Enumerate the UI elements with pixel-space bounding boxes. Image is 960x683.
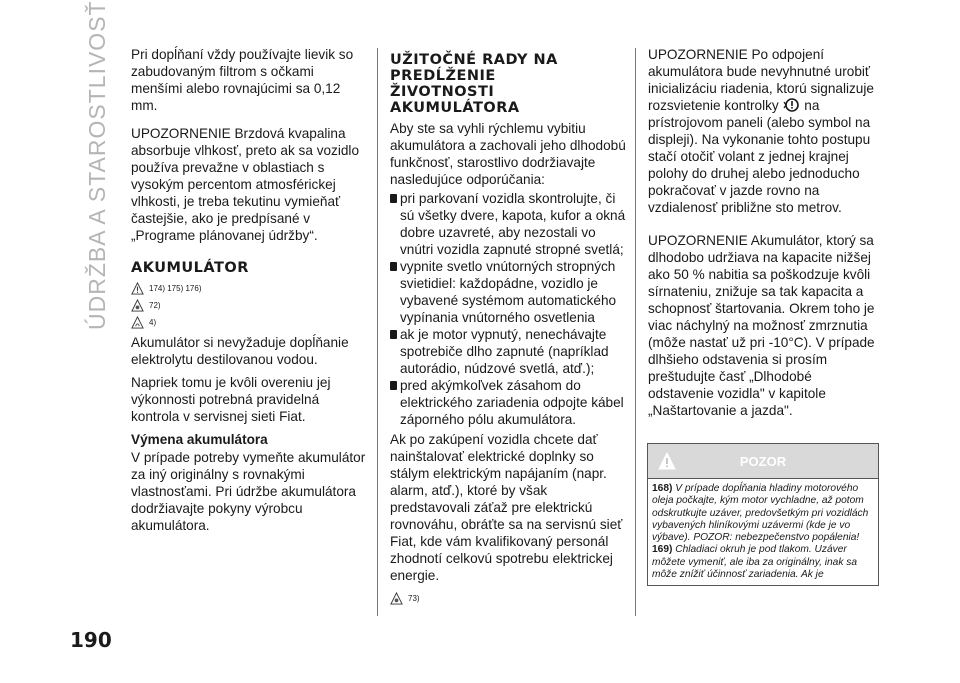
side-chapter-title: ÚDRŽBA A STAROSTLIVOSŤ: [84, 0, 110, 330]
warning-ref-row: [131, 314, 367, 330]
warning-ref-row: [390, 590, 630, 606]
warning-ref-numbers: 4): [149, 317, 157, 327]
caution-hand-icon: [131, 299, 144, 312]
warning-ref-numbers: 73): [408, 593, 420, 603]
warning-box-title: POZOR: [739, 453, 787, 469]
bullet-icon: [390, 194, 397, 203]
heading-battery-tips: UŽITOČNÉ RADY NA PREDĹŽENIE ŽIVOTNOSTI AKUMULÁTORA: [390, 52, 558, 116]
bullet-icon: [390, 262, 397, 271]
paragraph-no-distilled-water: Akumulátor si nevyžaduje dopĺňanie elektrolytu destilovanou vodou.: [131, 335, 349, 367]
warning-triangle-icon: [658, 452, 676, 470]
warning-triangle-icon: [131, 282, 144, 295]
paragraph-tips-intro: Aby ste sa vyhli rýchlemu vybitiu akumulátora a zachovali jeho dlhodobú funkčnosť, starostlivo dodržiavajte nasledujúce odporúčania:: [390, 121, 626, 187]
column-1: [131, 46, 367, 545]
warning-ref-numbers: 72): [149, 300, 161, 310]
paragraph-funnel: Pri dopĺňaní vždy používajte lievik so zabudovaným filtrom s očkami menšími alebo rovnajúcimi sa 0,12 mm.: [131, 47, 354, 113]
paragraph-check-service: Napriek tomu je kvôli overeniu jej výkonnosti potrebná pravidelná kontrola v servisnej sieti Fiat.: [131, 375, 331, 424]
paragraph-accessories: Ak po zakúpení vozidla chcete dať nainštalovať elektrické doplnky so stálym elektrickým napájaním (napr. alarm, atď.), ktoré by však predstavovali záťaž pre elektrickú rovnováhu, obráťte sa na servisnú sieť Fiat, kde vám kvalifikovaný personál zhodnotí celkovú spotrebu elektrickej energie.: [390, 432, 623, 583]
list-item: vypnite svetlo vnútorných stropných svietidiel: každopádne, vozidlo je vybavené systémom automatického vypínania vnútorného osvetlenia: [390, 258, 630, 326]
page-number: 190: [70, 628, 112, 652]
warning-box-body: [648, 478, 878, 585]
steering-warning-icon: [783, 98, 801, 112]
column-2: [390, 52, 630, 607]
warning-item: 169) Chladiaci okruh je pod tlakom. Uzáver môžete vymeniť, ale iba za originálny, inak sa môže znížiť účinnosť zariadenia. Ak je: [652, 544, 858, 581]
warning-item: 168) V prípade dopĺňania hladiny motorového oleja počkajte, kým motor vychladne, až potom odskrutkujte uzáver, predovšetkým pri vozidlách vybavených hliníkovými uzávermi (kde je vo výbave). POZOR: nebezpečenstvo popálenia!: [652, 483, 869, 544]
list-item: ak je motor vypnutý, nenechávajte spotrebiče dlho zapnuté (napríklad autorádio, núdzové svetlá, atď.);: [390, 326, 630, 377]
bullet-icon: [390, 330, 397, 339]
paragraph-steering-init: UPOZORNENIE Po odpojení akumulátora bude nevyhnutné urobiť inicializáciu riadenia, ktorú signalizuje rozsvietenie kontrolky na prístrojovom paneli (alebo symbol na displeji). Na vykonanie tohto postupu stačí otočiť volant z jednej krajnej polohy do druhej alebo jednoducho pokračovať v jazde rovno na vzdialenosť približne sto metrov.: [648, 47, 874, 215]
list-item: pri parkovaní vozidla skontrolujte, či sú všetky dvere, kapota, kufor a okná dobre uzavreté, aby nezostali vo vnútri vozidla zapnuté stropné svetlá;: [390, 190, 630, 258]
paragraph-battery-capacity: UPOZORNENIE Akumulátor, ktorý sa dlhodobo udržiava na kapacite nižšej ako 50 % nabitia sa poškodzuje kvôli sírnateniu, znižuje sa tak kapacita a schopnosť štartovania. Okrem toho je viac náchylný na možnosť zmrznutia (môže nastať už pri -10°C). V prípade dlhšieho odstavenia si prosím preštudujte časť „Dlhodobé odstavenie vozidla" v kapitole „Naštartovanie a jazda".: [648, 233, 875, 418]
warning-box-header: [648, 444, 878, 478]
heading-akumulator: AKUMULÁTOR: [131, 260, 249, 276]
environment-icon: [131, 316, 144, 329]
caution-hand-icon: [390, 592, 403, 605]
warning-ref-row: [131, 297, 367, 313]
warning-box: [647, 443, 879, 586]
list-item: pred akýmkoľvek zásahom do elektrického zariadenia odpojte kábel záporného pólu akumulátora.: [390, 377, 630, 428]
column-divider-1: [377, 48, 378, 616]
bullet-icon: [390, 381, 397, 390]
warning-ref-numbers: 174) 175) 176): [149, 283, 202, 293]
column-3: [648, 46, 880, 430]
paragraph-brake-fluid: UPOZORNENIE Brzdová kvapalina absorbuje vlhkosť, preto ak sa vozidlo používa prevažne v oblastiach s vysokým percentom atmosférickej vlhkosti, je treba tekutinu vymieňať častejšie, ako je predpísané v „Programe plánovanej údržby“.: [131, 126, 360, 243]
paragraph-replacement: V prípade potreby vymeňte akumulátor za iný originálny s rovnakými vlastnosťami. Pri údržbe akumulátora dodržiavajte pokyny výrobcu akumulátora.: [131, 450, 366, 533]
subheading-battery-replacement: Výmena akumulátora: [131, 432, 268, 447]
column-divider-2: [635, 48, 636, 616]
warning-ref-row: [131, 280, 367, 296]
